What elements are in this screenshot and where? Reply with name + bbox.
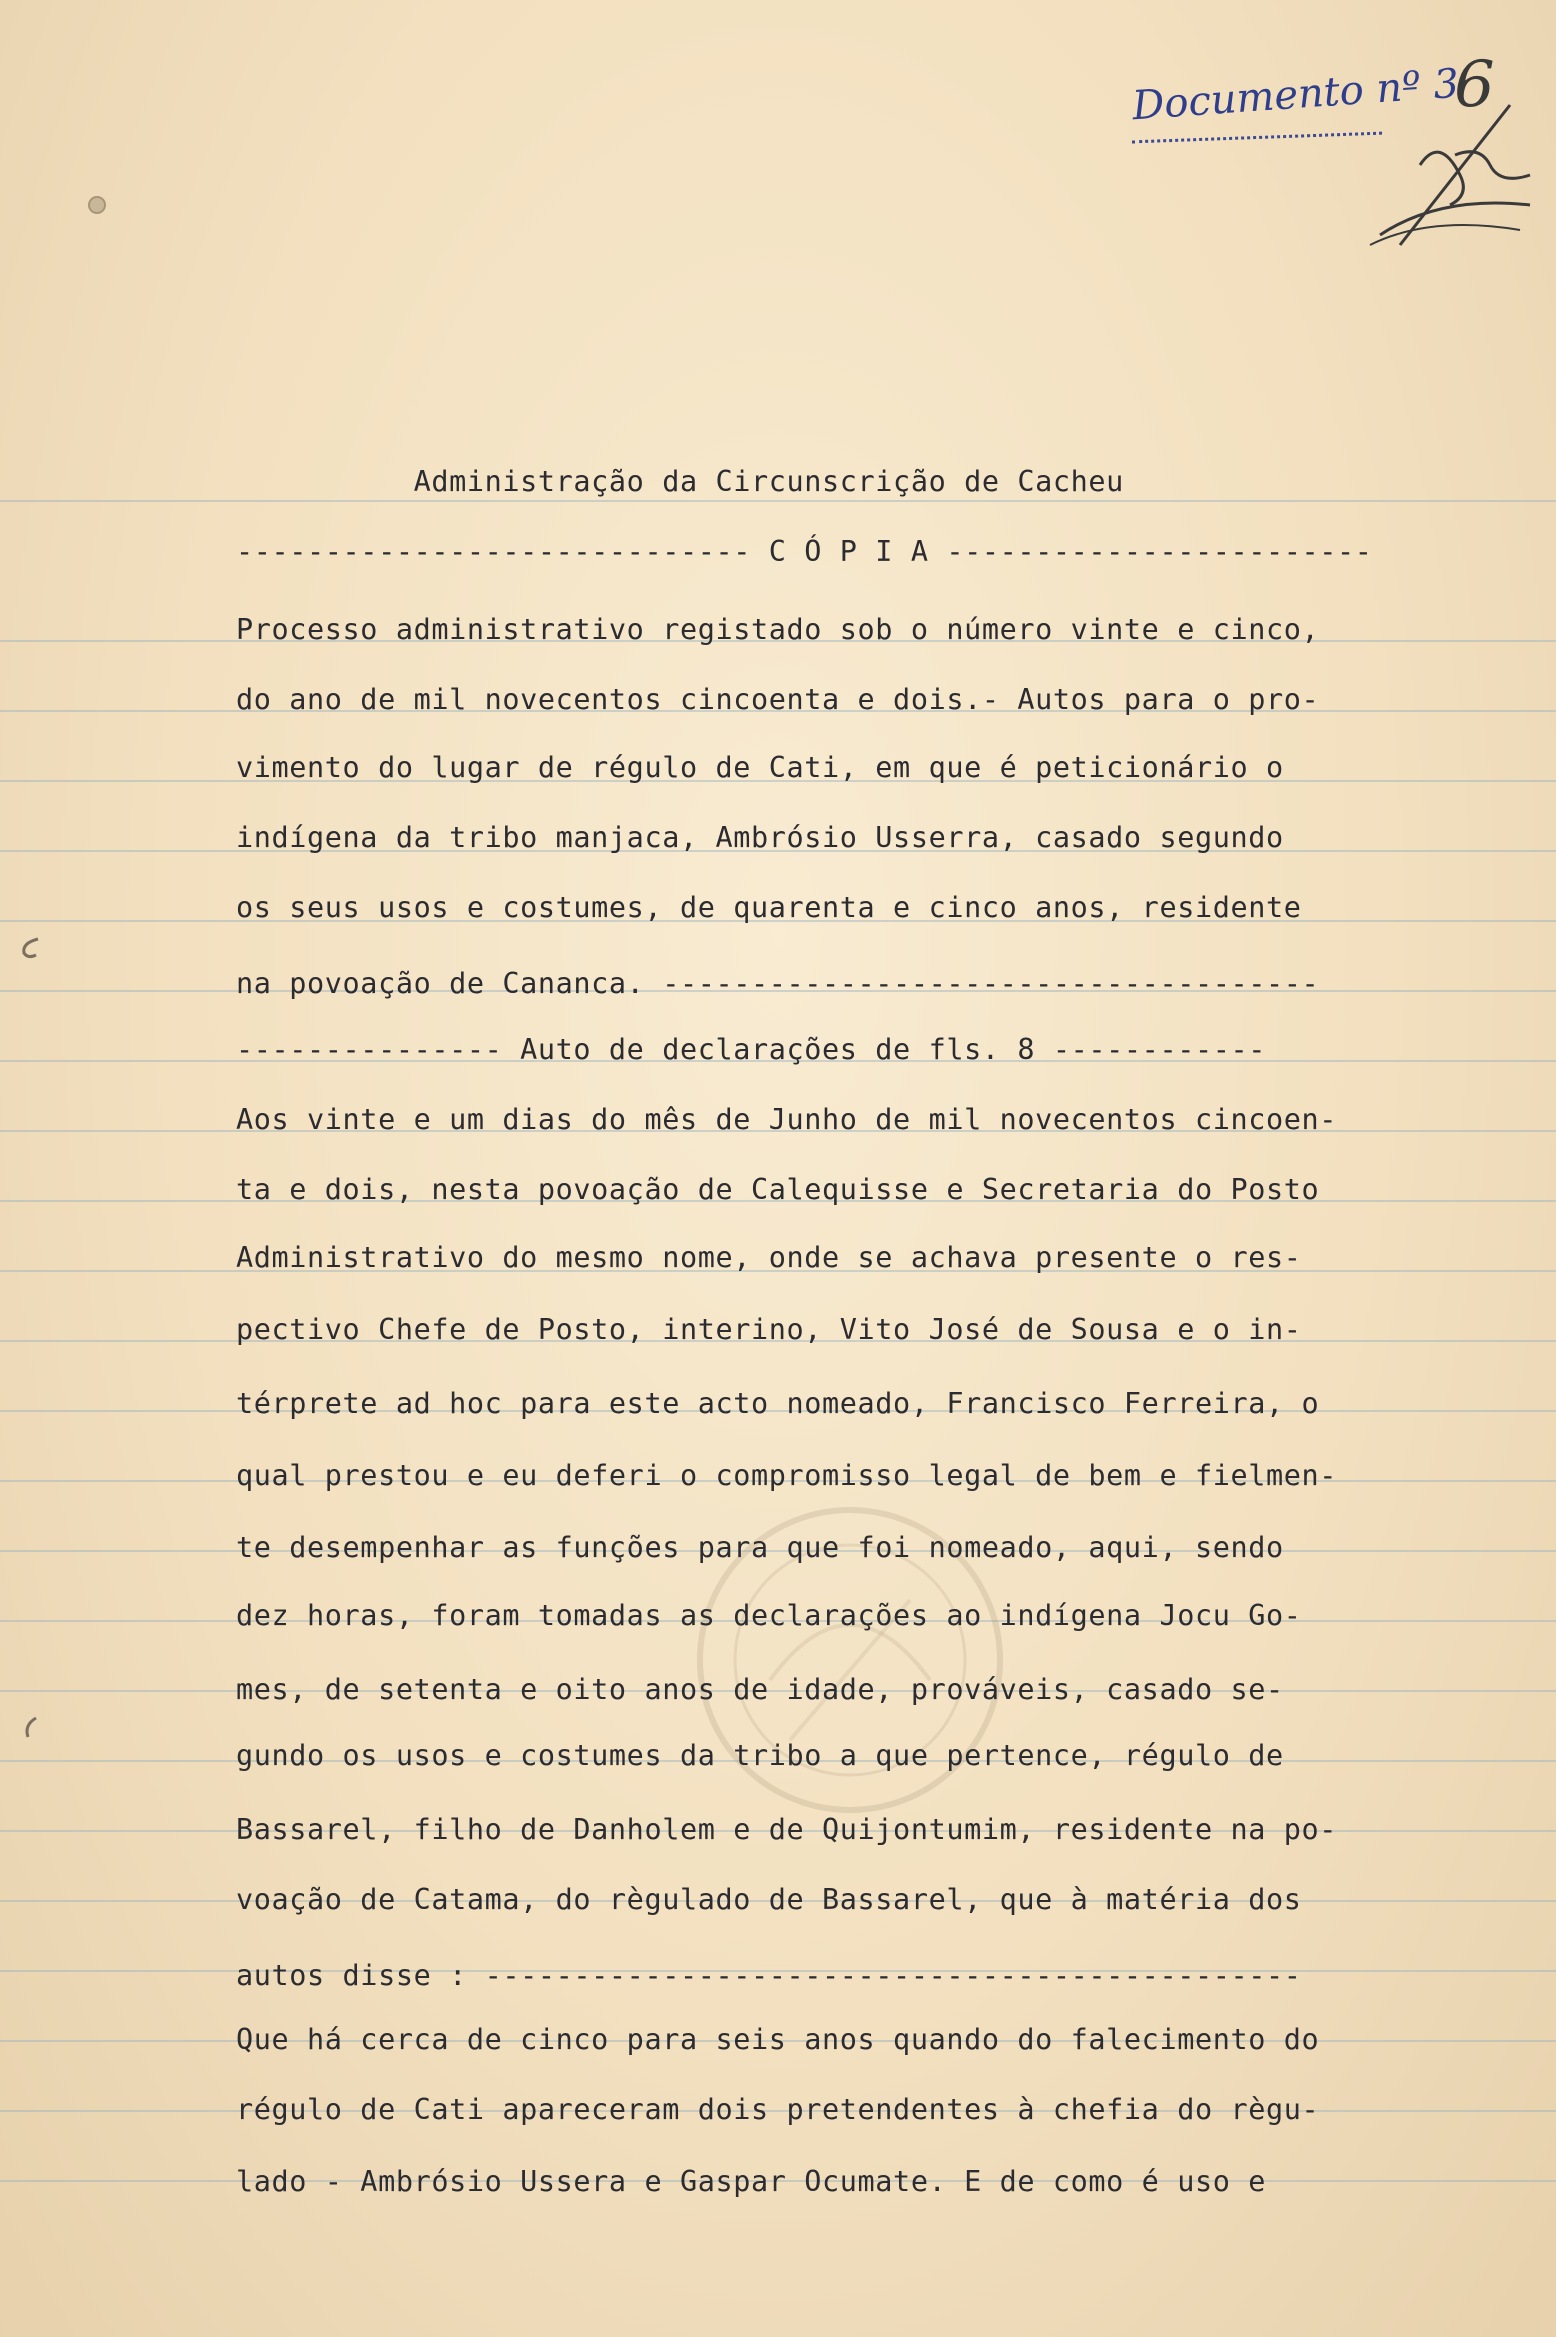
heading-line: Administração da Circunscrição de Cacheu (236, 465, 1124, 498)
annotation-underline (1132, 126, 1382, 144)
text-line: --------------- Auto de declarações de fls. 8 ------------ (236, 1033, 1266, 1066)
text-line: do ano de mil novecentos cincoenta e dois.- Autos para o pro- (236, 683, 1320, 716)
text-line: ta e dois, nesta povoação de Calequisse e Secretaria do Posto (236, 1173, 1320, 1206)
text-line: régulo de Cati apareceram dois pretendentes à chefia do règu- (236, 2093, 1320, 2126)
text-line: térprete ad hoc para este acto nomeado, Francisco Ferreira, o (236, 1387, 1320, 1420)
text-line: Aos vinte e um dias do mês de Junho de mil novecentos cincoen- (236, 1103, 1338, 1136)
document-number-annotation: Documento nº 3 (1130, 60, 1461, 130)
text-line: pectivo Chefe de Posto, interino, Vito José de Sousa e o in- (236, 1313, 1302, 1346)
text-line: Bassarel, filho de Danholem e de Quijontumim, residente na po- (236, 1813, 1338, 1846)
text-line: indígena da tribo manjaca, Ambrósio Usserra, casado segundo (236, 821, 1284, 854)
signature (1360, 95, 1540, 255)
text-line: na povoação de Cananca. ------------------------------------- (236, 967, 1320, 1000)
edge-clip-mark (18, 935, 44, 961)
text-line: os seus usos e costumes, de quarenta e cinco anos, residente (236, 891, 1302, 924)
text-line: voação de Catama, do règulado de Bassarel, que à matéria dos (236, 1883, 1302, 1916)
text-line: autos disse : ---------------------------------------------- (236, 1959, 1302, 1992)
folio-number: 6 (1454, 48, 1495, 122)
text-line: lado - Ambrósio Ussera e Gaspar Ocumate. E de como é uso e (236, 2165, 1266, 2198)
text-line: Administrativo do mesmo nome, onde se achava presente o res- (236, 1241, 1302, 1274)
copy-line: ----------------------------- C Ó P I A ------------------------ (236, 535, 1373, 568)
text-line: qual prestou e eu deferi o compromisso legal de bem e fielmen- (236, 1459, 1338, 1492)
text-line: gundo os usos e costumes da tribo a que pertence, régulo de (236, 1739, 1284, 1772)
text-line: Que há cerca de cinco para seis anos quando do falecimento do (236, 2023, 1320, 2056)
edge-clip-mark (18, 1715, 44, 1741)
text-line: mes, de setenta e oito anos de idade, prováveis, casado se- (236, 1673, 1284, 1706)
text-line: dez horas, foram tomadas as declarações ao indígena Jocu Go- (236, 1599, 1302, 1632)
text-line: vimento do lugar de régulo de Cati, em que é peticionário o (236, 751, 1284, 784)
paper-spot (88, 196, 106, 214)
text-line: te desempenhar as funções para que foi nomeado, aqui, sendo (236, 1531, 1284, 1564)
text-line: Processo administrativo registado sob o número vinte e cinco, (236, 613, 1320, 646)
